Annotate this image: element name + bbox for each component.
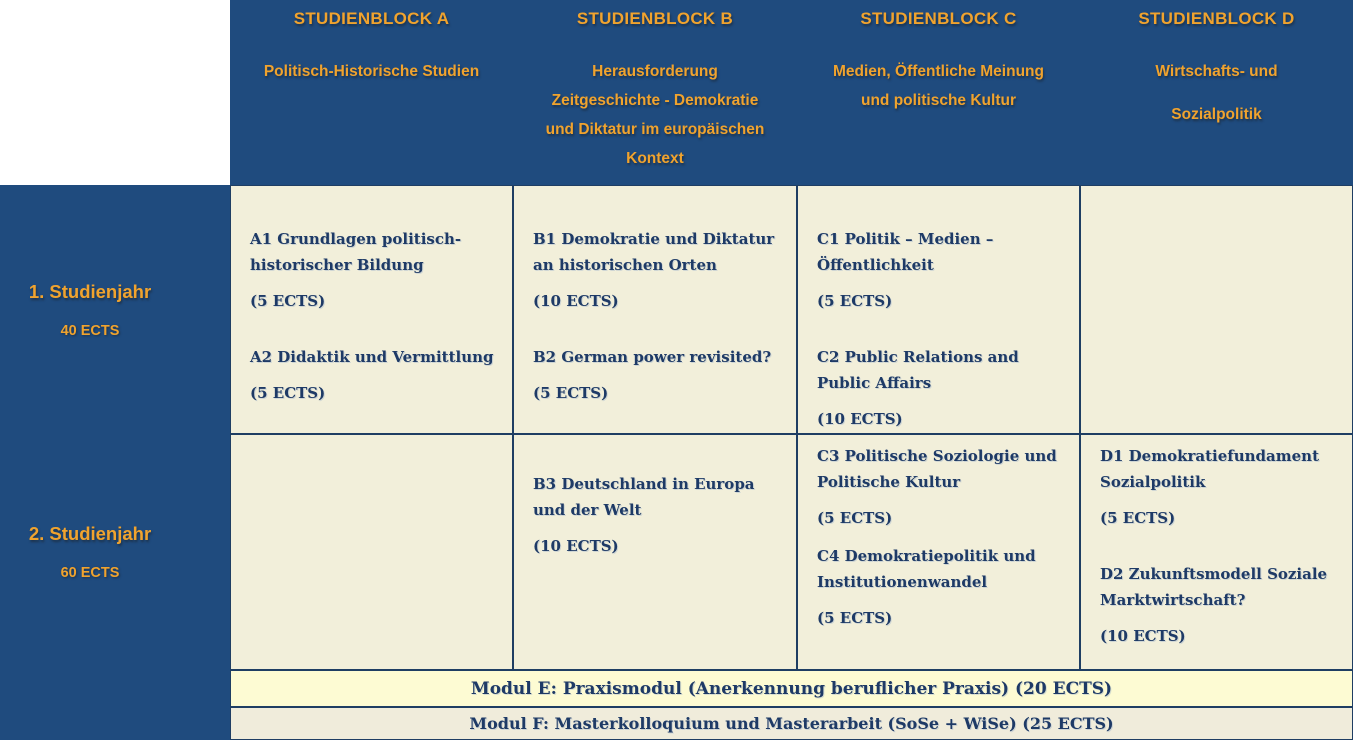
block-c-subtitle: Medien, Öffentliche Meinung und politische Kultur <box>833 63 1044 109</box>
module-c4-title: C4 Demokratiepolitik und Institutionenwandel <box>817 547 1036 591</box>
module-a2-ects: (5 ECTS) <box>250 384 326 402</box>
module-b2 <box>533 344 788 406</box>
header-block-a <box>230 0 513 185</box>
module-c3-title: C3 Politische Soziologie und Politische Kultur <box>817 447 1057 491</box>
module-d2 <box>1100 561 1344 649</box>
module-b1 <box>533 226 788 314</box>
block-b-title: STUDIENBLOCK B <box>576 9 734 28</box>
block-b-subtitle: Herausforderung Zeitgeschichte - Demokratie und Diktatur im europäischen Kontext <box>545 63 765 167</box>
module-d1-ects: (5 ECTS) <box>1100 509 1176 527</box>
cell-year1-block-a <box>230 185 513 434</box>
module-b2-title: B2 German power revisited? <box>533 348 772 366</box>
year-2-label: 2. Studienjahr <box>28 523 152 544</box>
module-c1-title: C1 Politik – Medien – Öffentlichkeit <box>817 230 994 274</box>
module-a2 <box>250 344 504 406</box>
block-d-title: STUDIENBLOCK D <box>1138 9 1295 28</box>
module-c2-title: C2 Public Relations and Public Affairs <box>817 348 1019 392</box>
module-c3 <box>817 443 1071 531</box>
cell-year2-block-b <box>513 434 797 670</box>
module-c4 <box>817 543 1071 631</box>
module-b1-ects: (10 ECTS) <box>533 292 619 310</box>
header-block-b <box>513 0 797 185</box>
corner-blank <box>0 0 230 185</box>
header-block-d <box>1080 0 1353 185</box>
block-a-title: STUDIENBLOCK A <box>293 9 450 28</box>
module-d1-title: D1 Demokratiefundament Sozialpolitik <box>1100 447 1320 491</box>
block-d-subtitle: Wirtschafts- und Sozialpolitik <box>1155 63 1278 123</box>
module-c2 <box>817 344 1071 432</box>
module-d1 <box>1100 443 1344 531</box>
module-b1-title: B1 Demokratie und Diktatur an historischen Orten <box>533 230 775 274</box>
module-e-row: Modul E: Praxismodul (Anerkennung beruflicher Praxis) (20 ECTS) <box>230 670 1353 707</box>
module-c4-ects: (5 ECTS) <box>817 609 893 627</box>
module-c1-ects: (5 ECTS) <box>817 292 893 310</box>
left-column-filler-e <box>0 670 230 707</box>
module-b3 <box>533 471 788 559</box>
module-c1 <box>817 226 1071 314</box>
module-f-row: Modul F: Masterkolloquium und Masterarbeit (SoSe + WiSe) (25 ECTS) <box>230 707 1353 740</box>
module-c3-ects: (5 ECTS) <box>817 509 893 527</box>
year-1-label: 1. Studienjahr <box>28 280 152 302</box>
block-a-subtitle: Politisch-Historische Studien <box>263 63 480 80</box>
module-a1-ects: (5 ECTS) <box>250 292 326 310</box>
module-a1-title: A1 Grundlagen politisch- historischer Bildung <box>250 230 462 274</box>
module-c2-ects: (10 ECTS) <box>817 410 903 428</box>
left-column-filler-f <box>0 707 230 740</box>
year-2-label-cell <box>0 434 230 670</box>
module-d2-title: D2 Zukunftsmodell Soziale Marktwirtschaft? <box>1100 565 1328 609</box>
module-b3-ects: (10 ECTS) <box>533 537 619 555</box>
year-1-ects: 40 ECTS <box>60 322 120 339</box>
module-b2-ects: (5 ECTS) <box>533 384 609 402</box>
year-2-ects: 60 ECTS <box>60 565 120 581</box>
cell-year2-block-a-empty <box>230 434 513 670</box>
module-a1 <box>250 226 504 314</box>
header-block-c <box>797 0 1080 185</box>
cell-year2-block-c <box>797 434 1080 670</box>
module-a2-title: A2 Didaktik und Vermittlung <box>250 348 494 366</box>
year-1-label-cell <box>0 185 230 434</box>
cell-year1-block-b <box>513 185 797 434</box>
module-d2-ects: (10 ECTS) <box>1100 627 1186 645</box>
block-c-title: STUDIENBLOCK C <box>860 9 1017 28</box>
cell-year1-block-d-empty <box>1080 185 1353 434</box>
module-b3-title: B3 Deutschland in Europa und der Welt <box>533 475 755 519</box>
cell-year1-block-c <box>797 185 1080 434</box>
cell-year2-block-d <box>1080 434 1353 670</box>
